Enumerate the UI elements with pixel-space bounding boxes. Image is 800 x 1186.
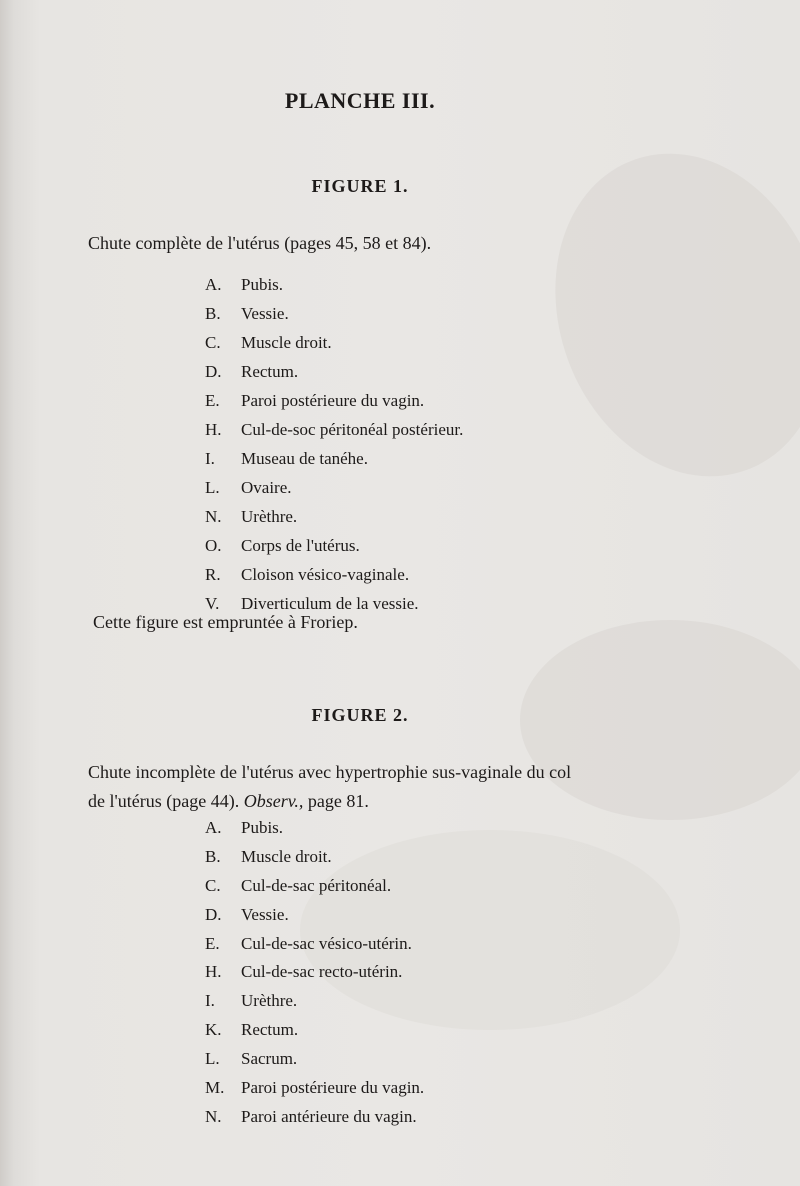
legend-letter: H. xyxy=(205,962,222,982)
legend-item xyxy=(205,444,463,473)
legend-label: Paroi postérieure du vagin. xyxy=(241,391,425,410)
legend-item xyxy=(205,328,463,357)
legend-letter: B. xyxy=(205,846,221,866)
legend-letter: C. xyxy=(205,875,221,895)
figure-2-caption-line-1: Chute incomplète de l'utérus avec hypertrophie sus-vaginale du col xyxy=(88,762,572,782)
legend-item xyxy=(205,1044,424,1073)
legend-label: Cul-de-soc péritonéal postérieur. xyxy=(241,420,464,439)
legend-label: Paroi postérieure du vagin. xyxy=(241,1078,425,1098)
legend-item xyxy=(205,299,463,328)
legend-item xyxy=(205,386,463,415)
legend-label: Cloison vésico-vaginale. xyxy=(241,565,410,584)
caption-text: page 81. xyxy=(307,791,369,811)
legend-letter: E. xyxy=(205,391,220,410)
legend-item xyxy=(205,957,424,986)
legend-label: Vessie. xyxy=(241,904,289,924)
legend-item xyxy=(205,357,463,386)
legend-item xyxy=(205,502,463,531)
legend-letter: K. xyxy=(205,1020,222,1040)
legend-item xyxy=(205,560,463,589)
figure-2-heading: FIGURE 2. xyxy=(311,705,409,725)
legend-letter: L. xyxy=(205,478,220,497)
legend-label: Pubis. xyxy=(241,818,284,837)
figure-1-legend xyxy=(205,270,463,618)
legend-item xyxy=(205,842,424,871)
legend-letter: D. xyxy=(205,904,222,924)
legend-letter: C. xyxy=(205,333,221,352)
legend-item xyxy=(205,900,424,929)
legend-letter: N. xyxy=(205,507,222,526)
legend-item xyxy=(205,986,424,1015)
legend-letter: O. xyxy=(205,536,222,555)
legend-letter: H. xyxy=(205,420,222,439)
legend-label: Corps de l'utérus. xyxy=(241,536,360,555)
legend-letter: L. xyxy=(205,1049,220,1069)
legend-item xyxy=(205,871,424,900)
legend-label: Paroi antérieure du vagin. xyxy=(241,1106,417,1126)
legend-letter: R. xyxy=(205,565,221,584)
caption-text: de l'utérus (page 44). xyxy=(88,791,240,811)
legend-letter: V. xyxy=(205,594,220,613)
figure-2-caption-line-2 xyxy=(88,787,369,816)
legend-letter: A. xyxy=(205,818,222,837)
legend-item xyxy=(205,1073,424,1102)
legend-item xyxy=(205,531,463,560)
legend-item xyxy=(205,473,463,502)
legend-letter: B. xyxy=(205,304,221,323)
legend-label: Pubis. xyxy=(241,275,284,294)
figure-1-caption: Chute complète de l'utérus (pages 45, 58 et 84). xyxy=(88,233,432,253)
legend-label: Rectum. xyxy=(241,362,299,381)
legend-item xyxy=(205,415,463,444)
legend-label: Cul-de-sac péritonéal. xyxy=(241,875,392,895)
legend-label: Rectum. xyxy=(241,1020,299,1040)
legend-letter: A. xyxy=(205,275,222,294)
legend-letter: M. xyxy=(205,1078,225,1098)
legend-label: Diverticulum de la vessie. xyxy=(241,594,419,613)
legend-item xyxy=(205,270,463,299)
legend-label: Cul-de-sac recto-utérin. xyxy=(241,962,403,982)
legend-letter: I. xyxy=(205,449,215,468)
legend-label: Museau de tanéhe. xyxy=(241,449,368,468)
legend-label: Cul-de-sac vésico-utérin. xyxy=(241,933,412,953)
plate-title: PLANCHE III. xyxy=(284,88,436,113)
legend-letter: D. xyxy=(205,362,222,381)
legend-label: Muscle droit. xyxy=(241,846,332,866)
legend-item xyxy=(205,813,424,842)
legend-item xyxy=(205,929,424,958)
legend-item xyxy=(205,1102,424,1131)
legend-label: Sacrum. xyxy=(241,1049,298,1069)
legend-label: Vessie. xyxy=(241,304,289,323)
legend-letter: I. xyxy=(205,991,215,1011)
caption-italic-reference: Observ., xyxy=(243,791,304,811)
legend-label: Ovaire. xyxy=(241,478,292,497)
legend-label: Urèthre. xyxy=(241,507,298,526)
figure-2-legend xyxy=(205,813,424,1131)
figure-1-heading: FIGURE 1. xyxy=(311,176,409,196)
legend-letter: E. xyxy=(205,933,220,953)
legend-item xyxy=(205,1015,424,1044)
legend-letter: N. xyxy=(205,1106,222,1126)
figure-1-source-note: Cette figure est empruntée à Froriep. xyxy=(93,612,358,632)
legend-label: Muscle droit. xyxy=(241,333,332,352)
legend-label: Urèthre. xyxy=(241,991,298,1011)
